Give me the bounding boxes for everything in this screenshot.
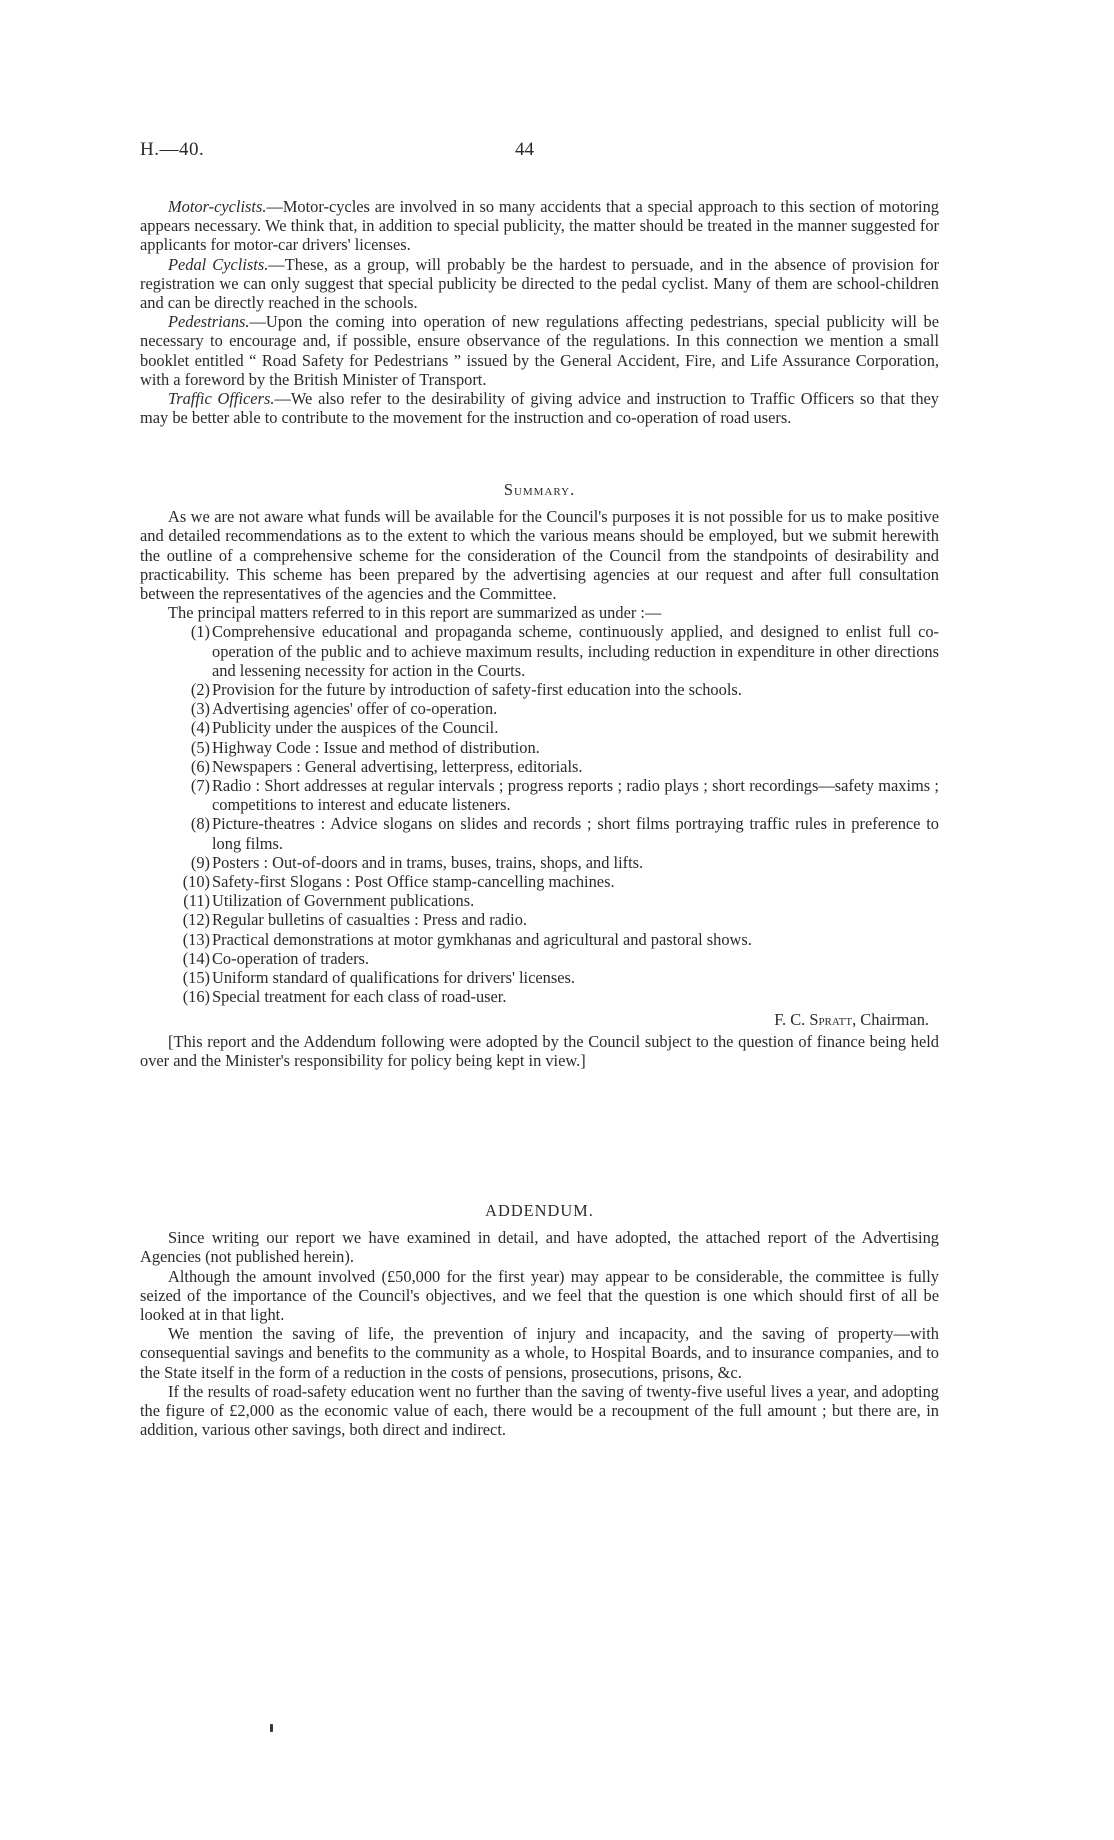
list-number: (10) xyxy=(182,872,210,892)
list-item xyxy=(140,757,939,776)
list-number: (3) xyxy=(190,699,210,719)
list-text: Picture-theatres : Advice slogans on slides and records ; short films portraying traffic rules in preference to long films. xyxy=(212,814,939,853)
addendum-paragraph: We mention the saving of life, the prevention of injury and incapacity, and the saving of property—with consequential savings and benefits to the community as a whole, to Hospital Boards, and to insurance companies, and to the State itself in the form of a reduction in the costs of pensions, prosecutions, prisons, &c. xyxy=(140,1324,939,1382)
list-item xyxy=(140,680,939,699)
list-item xyxy=(140,738,939,757)
list-item xyxy=(140,622,939,680)
list-item xyxy=(140,776,939,814)
paragraph-lead: Pedal Cyclists. xyxy=(168,254,269,274)
paragraph-text: —Upon the coming into operation of new regulations affecting pedestrians, special publicity will be necessary to encourage and, if possible, ensure observance of the regulations. In this connection we mention a small booklet entitled “ Road Safety for Pedestrians ” issued by the General Accident, Fire, and Life Assurance Corporation, with a foreword by the British Minister of Transport. xyxy=(140,312,939,389)
summary-intro: The principal matters referred to in this report are summarized as under :— xyxy=(168,603,662,623)
list-number: (12) xyxy=(182,910,210,930)
addendum-heading: ADDENDUM. xyxy=(485,1201,594,1220)
list-number: (14) xyxy=(182,948,210,968)
list-number: (13) xyxy=(182,929,210,949)
list-text: Publicity under the auspices of the Council. xyxy=(212,718,499,738)
list-text: Highway Code : Issue and method of distribution. xyxy=(212,737,540,757)
list-item xyxy=(140,872,939,891)
list-number: (7) xyxy=(190,776,210,796)
list-number: (4) xyxy=(190,718,210,738)
list-text: Posters : Out-of-doors and in trams, buses, trains, shops, and lifts. xyxy=(212,852,644,872)
list-number: (6) xyxy=(190,756,210,776)
list-item xyxy=(140,910,939,929)
list-number: (8) xyxy=(190,814,210,834)
summary-section xyxy=(140,480,939,1070)
ink-speck xyxy=(270,1724,273,1732)
addendum-paragraph: Although the amount involved (£50,000 for the first year) may appear to be considerable, the committee is fully seized of the importance of the Council's objectives, and we feel that the question is one which should first of all be looked at in that light. xyxy=(140,1266,939,1325)
list-item xyxy=(140,968,939,987)
list-text: Newspapers : General advertising, letterpress, editorials. xyxy=(212,756,583,776)
list-number: (2) xyxy=(190,680,210,700)
list-text: Utilization of Government publications. xyxy=(212,891,475,911)
list-text: Radio : Short addresses at regular intervals ; progress reports ; radio plays ; short recordings—safety maxims ; competitions to interest and educate listeners. xyxy=(212,776,939,815)
list-text: Safety-first Slogans : Post Office stamp-cancelling machines. xyxy=(212,872,615,892)
summary-list xyxy=(140,622,939,1006)
list-number: (16) xyxy=(182,987,210,1007)
list-number: (11) xyxy=(183,891,210,911)
paragraph-lead: Traffic Officers. xyxy=(168,389,275,409)
paragraph-lead: Motor-cyclists. xyxy=(168,197,267,216)
list-text: Uniform standard of qualifications for drivers' licenses. xyxy=(212,968,575,988)
list-number: (15) xyxy=(182,968,210,988)
summary-paragraph: As we are not aware what funds will be available for the Council's purposes it is not possible for us to make positive and detailed recommendations as to the extent to which the various means should be employed, but we submit herewith the outline of a comprehensive scheme for the consideration of the Council from the standpoints of desirability and practicability. This scheme has been prepared by the advertising agencies at our request and after full consultation between the representatives of the agencies and the Committee. xyxy=(140,507,939,604)
list-text: Practical demonstrations at motor gymkhanas and agricultural and pastoral shows. xyxy=(212,929,752,949)
list-text: Provision for the future by introduction of safety-first education into the schools. xyxy=(212,680,742,700)
list-item xyxy=(140,891,939,910)
document-reference: H.—40. xyxy=(140,139,205,160)
paragraph-lead: Pedestrians. xyxy=(168,312,250,332)
signature-name: F. C. Spratt xyxy=(774,1010,853,1030)
list-item xyxy=(140,987,939,1006)
list-item xyxy=(140,853,939,872)
list-text: Co-operation of traders. xyxy=(212,948,370,968)
list-item xyxy=(140,814,939,852)
list-text: Comprehensive educational and propaganda scheme, continuously applied, and designed to enlist full co-operation of the public and to achieve maximum results, including reduction in expenditure in other directions and lessening necessity for action in the Courts. xyxy=(212,622,939,680)
paragraph-pedal-cyclists xyxy=(140,255,939,313)
summary-heading: Summary. xyxy=(503,480,576,499)
list-number: (9) xyxy=(190,852,210,872)
addendum-paragraph: Since writing our report we have examined in detail, and have adopted, the attached report of the Advertising Agencies (not published herein). xyxy=(140,1228,939,1267)
list-text: Special treatment for each class of road-user. xyxy=(212,987,507,1007)
paragraph-text: —These, as a group, will probably be the hardest to persuade, and in the absence of provision for registration we can only suggest that special publicity be directed to the pedal cyclist. Many of them are school-children and can be directly reached in the schools. xyxy=(140,254,939,313)
list-item xyxy=(140,930,939,949)
addendum-section xyxy=(140,1201,939,1439)
adoption-note: [This report and the Addendum following were adopted by the Council subject to the question of finance being held over and the Minister's responsibility for policy being kept in view.] xyxy=(140,1031,939,1070)
page-number: 44 xyxy=(515,139,534,160)
signature xyxy=(140,1010,929,1029)
paragraph-text: —We also refer to the desirability of giving advice and instruction to Traffic Officers so that they may be better able to contribute to the movement for the instruction and co-operation of road users. xyxy=(140,389,939,428)
signature-role: , Chairman. xyxy=(852,1010,929,1030)
list-item xyxy=(140,718,939,737)
list-item xyxy=(140,699,939,718)
list-number: (1) xyxy=(190,622,210,642)
list-item xyxy=(140,949,939,968)
paragraph-traffic-officers xyxy=(140,389,939,427)
list-text: Regular bulletins of casualties : Press and radio. xyxy=(212,910,527,930)
paragraph-motor-cyclists xyxy=(140,197,939,255)
addendum-paragraph: If the results of road-safety education went no further than the saving of twenty-five useful lives a year, and adopting the figure of £2,000 as the economic value of each, there would be a recoupment of the full amount ; but there are, in addition, various other savings, both direct and indirect. xyxy=(140,1381,939,1440)
list-text: Advertising agencies' offer of co-operation. xyxy=(212,699,498,719)
paragraph-pedestrians xyxy=(140,312,939,389)
top-section xyxy=(140,197,939,427)
paragraph-text: —Motor-cycles are involved in so many accidents that a special approach to this section of motoring appears necessary. We think that, in addition to special publicity, the matter should be treated in the manner suggested for applicants for motor-car drivers' licenses. xyxy=(140,197,939,255)
list-number: (5) xyxy=(190,737,210,757)
